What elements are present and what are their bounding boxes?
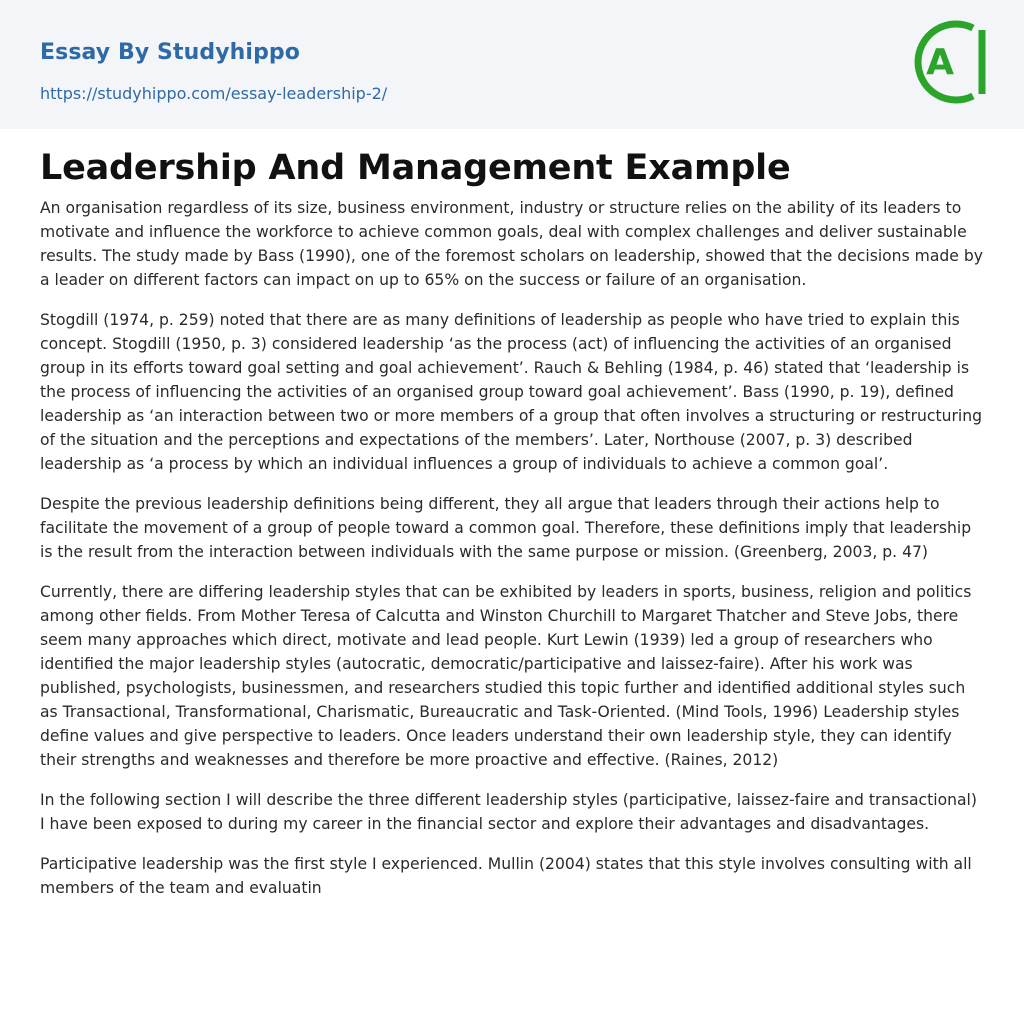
- page-url-link[interactable]: https://studyhippo.com/essay-leadership-2/: [40, 84, 388, 103]
- article: [40, 146, 986, 916]
- site-brand[interactable]: Essay By Studyhippo: [40, 40, 300, 65]
- article-title: Leadership And Management Example: [40, 148, 791, 188]
- article-paragraph: Currently, there are differing leadership styles that can be exhibited by leaders in sports, business, religion and politics among other fields. From Mother Teresa of Calcutta and Winston Churchill to Margaret Thatcher and Steve Jobs, there seem many approaches which direct, motivate and lead people. Kurt Lewin (1939) led a group of researchers who identified the major leadership styles (autocratic, democratic/participative and laissez-faire). After his work was published, psychologists, businessmen, and researchers studied this topic further and identified additional styles such as Transactional, Transformational, Charismatic, Bureaucratic and Task-Oriented. (Mind Tools, 1996) Leadership styles define values and give perspective to leaders. Once leaders understand their own leadership style, they can identify their strengths and weaknesses and therefore be more proactive and effective. (Raines, 2012): [40, 583, 972, 769]
- article-paragraph: In the following section I will describe the three different leadership styles (participative, laissez-faire and transactional) I have been exposed to during my career in the financial sector and explore their advantages and disadvantages.: [40, 791, 977, 833]
- studyhippo-logo-icon[interactable]: [910, 18, 988, 106]
- article-paragraph: Despite the previous leadership definitions being different, they all argue that leaders through their actions help to facilitate the movement of a group of people toward a common goal. Therefore, these definitions imply that leadership is the result from the interaction between individuals with the same purpose or mission. (Greenberg, 2003, p. 47): [40, 495, 972, 561]
- article-paragraph: Participative leadership was the first style I experienced. Mullin (2004) states that this style involves consulting with all members of the team and evaluatin: [40, 855, 972, 897]
- article-paragraph: Stogdill (1974, p. 259) noted that there are as many definitions of leadership as people who have tried to explain this concept. Stogdill (1950, p. 3) considered leadership ‘as the process (act) of influencing the activities of an organised group in its efforts toward goal setting and goal achievement’. Rauch & Behling (1984, p. 46) stated that ‘leadership is the process of influencing the activities of an organised group toward goal achievement’. Bass (1990, p. 19), defined leadership as ‘an interaction between two or more members of a group that often involves a structuring or restructuring of the situation and the perceptions and expectations of the members’. Later, Northouse (2007, p. 3) described leadership as ‘a process by which an individual influences a group of individuals to achieve a common goal’.: [40, 311, 983, 473]
- site-header: [0, 0, 1024, 129]
- article-paragraph: An organisation regardless of its size, business environment, industry or structure relies on the ability of its leaders to motivate and influence the workforce to achieve common goals, deal with complex challenges and deliver sustainable results. The study made by Bass (1990), one of the foremost scholars on leadership, showed that the decisions made by a leader on different factors can impact on up to 65% on the success or failure of an organisation.: [40, 199, 983, 289]
- logo-letter: A: [926, 42, 954, 83]
